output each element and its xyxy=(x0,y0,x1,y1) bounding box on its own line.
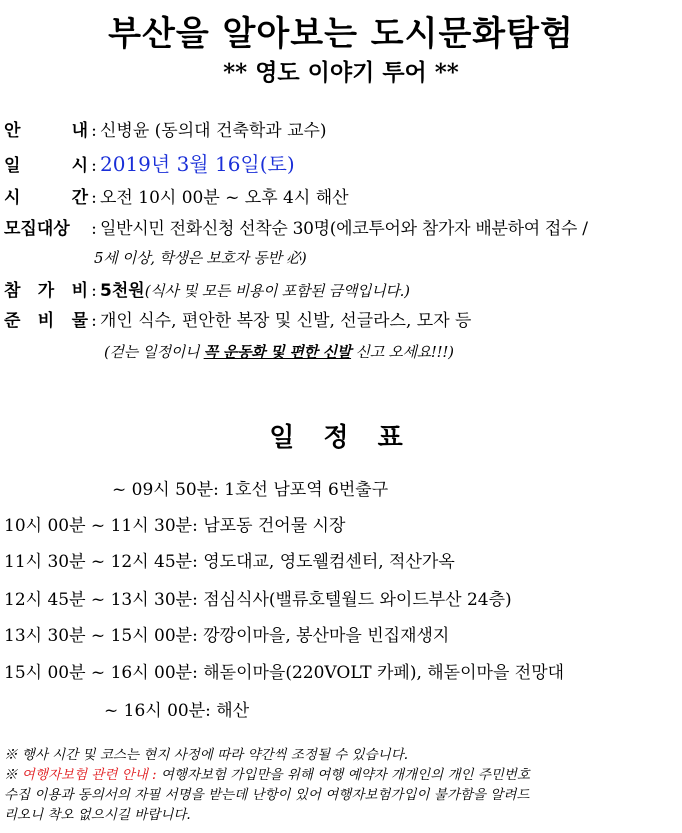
schedule-time: 12시 45분 ~ 13시 30분: xyxy=(4,590,198,610)
schedule-row xyxy=(4,586,512,614)
schedule-row xyxy=(104,697,249,725)
time-label: 시 간 xyxy=(4,188,88,208)
schedule-row xyxy=(4,622,449,650)
schedule-time: ~ 16시 00분: xyxy=(104,701,211,721)
prep-note-emphasis: 꼭 운동화 및 편한 신발 xyxy=(203,343,352,361)
time-row: 시 간 : 오전 10시 00분 ~ 오후 4시 해산 xyxy=(4,184,349,212)
schedule-title: 일 정 표 xyxy=(269,423,413,453)
schedule-desc: 점심식사(밸류호텔월드 와이드부산 24층) xyxy=(203,590,512,610)
schedule-time: 10시 00분 ~ 11시 30분: xyxy=(4,516,198,536)
note-line: 리오니 착오 없으시길 바랍니다. xyxy=(4,807,191,823)
schedule-time: ~ 09시 50분: xyxy=(112,480,219,500)
schedule-row xyxy=(4,512,345,540)
fee-note: (식사 및 모든 비용이 포함된 금액입니다.) xyxy=(144,282,410,300)
schedule-desc: 1호선 남포역 6번출구 xyxy=(224,480,389,500)
schedule-row xyxy=(4,659,564,687)
prep-row: 준 비 물 : 개인 식수, 편안한 복장 및 신발, 선글라스, 모자 등 xyxy=(4,307,471,335)
guide-row: 안 내 : 신병윤 (동의대 건축학과 교수) xyxy=(4,117,327,145)
schedule-time: 15시 00분 ~ 16시 00분: xyxy=(4,663,198,683)
date-row: 일 시 : 2019년 3월 16일(토) xyxy=(4,150,295,178)
fee-row: 참 가 비 : 5천원(식사 및 모든 비용이 포함된 금액입니다.) xyxy=(4,277,410,305)
prep-value: 개인 식수, 편안한 복장 및 신발, 선글라스, 모자 등 xyxy=(100,311,472,331)
schedule-row xyxy=(112,476,388,504)
guide-label: 안 내 xyxy=(4,121,88,141)
note-line: ※ 행사 시간 및 코스는 현지 사정에 따라 약간씩 조정될 수 있습니다. xyxy=(4,747,409,763)
schedule-desc: 영도대교, 영도웰컴센터, 적산가옥 xyxy=(203,552,455,572)
note-mark: ※ xyxy=(4,767,22,783)
schedule-time: 11시 30분 ~ 12시 45분: xyxy=(4,552,198,572)
date-label: 일 시 xyxy=(4,156,88,176)
prep-note xyxy=(104,338,454,366)
fee-amount: 5천원 xyxy=(100,281,145,301)
schedule-row xyxy=(4,548,455,576)
page-subtitle: ** 영도 이야기 투어 ** xyxy=(223,59,459,86)
schedule-desc: 깡깡이마을, 봉산마을 빈집재생지 xyxy=(203,626,450,646)
schedule-desc: 해돋이마을(220VOLT 카페), 해돋이마을 전망대 xyxy=(203,663,565,683)
page-title: 부산을 알아보는 도시문화탐험 xyxy=(108,14,574,54)
prep-label: 준 비 물 xyxy=(4,311,88,331)
recruit-value: 일반시민 전화신청 선착순 30명(에코투어와 참가자 배분하여 접수 / xyxy=(100,219,588,239)
schedule-desc: 남포동 건어물 시장 xyxy=(203,516,346,536)
recruit-value-cont: 5세 이상, 학생은 보호자 동반 必) xyxy=(94,249,307,267)
note-line xyxy=(4,766,530,785)
date-value: 2019년 3월 16일(토) xyxy=(100,152,295,176)
fee-label: 참 가 비 xyxy=(4,281,88,301)
prep-note-post: 신고 오세요!!!) xyxy=(351,343,454,361)
time-value: 오전 10시 00분 ~ 오후 4시 해산 xyxy=(100,188,349,208)
guide-value: 신병윤 (동의대 건축학과 교수) xyxy=(100,121,327,141)
schedule-time: 13시 30분 ~ 15시 00분: xyxy=(4,626,198,646)
note-line: 수집 이용과 동의서의 자필 서명을 받는데 난항이 있어 여행자보험가입이 불가함을 알려드 xyxy=(4,787,530,803)
prep-note-pre: (걷는 일정이니 xyxy=(104,343,204,361)
schedule-desc: 해산 xyxy=(216,701,250,721)
recruit-row: 모집대상 : 일반시민 전화신청 선착순 30명(에코투어와 참가자 배분하여 접수 / xyxy=(4,215,588,243)
recruit-label: 모집대상 xyxy=(4,219,70,239)
insurance-notice-label: 여행자보험 관련 안내 : xyxy=(21,767,157,783)
note-text: 여행자보험 가입만을 위해 여행 예약자 개개인의 개인 주민번호 xyxy=(156,767,530,783)
